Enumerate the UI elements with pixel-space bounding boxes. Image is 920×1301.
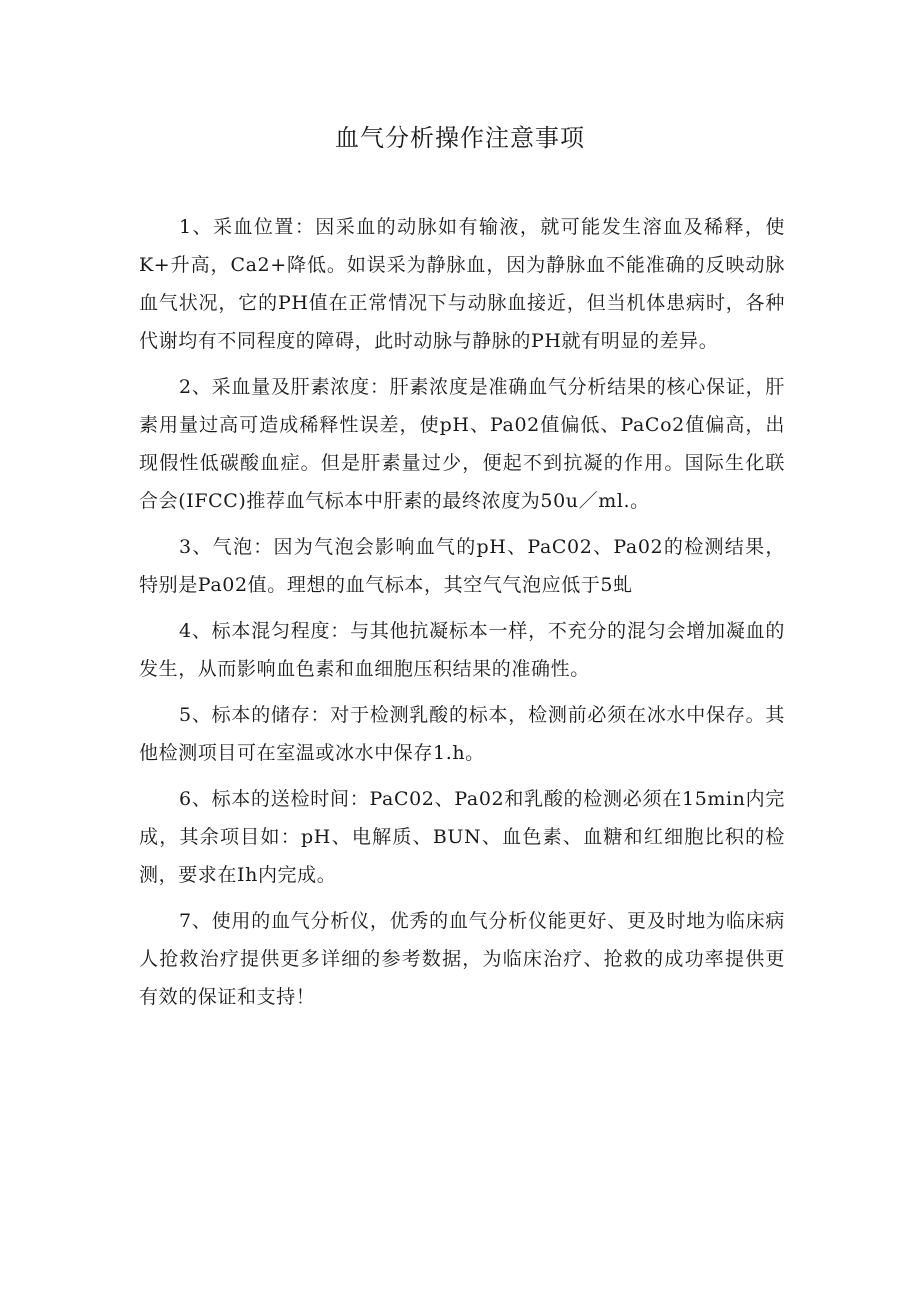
paragraph-1: 1、采血位置：因采血的动脉如有输液，就可能发生溶血及稀释，使K+升高，Ca2+降低。如误采为静脉血，因为静脉血不能准确的反映动脉血气状况，它的PH值在正常情况下与动脉血接近，但当机体患病时，各种代谢均有不同程度的障碍，此时动脉与静脉的PH就有明显的差异。 bbox=[139, 216, 785, 352]
paragraph-6: 6、标本的送检时间：PaC02、Pa02和乳酸的检测必须在15min内完成，其余项目如：pH、电解质、BUN、血色素、血糖和红细胞比积的检测，要求在Ih内完成。 bbox=[139, 788, 785, 886]
paragraph-3: 3、气泡：因为气泡会影响血气的pH、PaC02、Pa02的检测结果，特别是Pa02值。理想的血气标本，其空气气泡应低于5虬 bbox=[139, 536, 785, 596]
document-body bbox=[139, 208, 785, 1024]
paragraph-5: 5、标本的储存：对于检测乳酸的标本，检测前必须在冰水中保存。其他检测项目可在室温或冰水中保存1.h。 bbox=[139, 704, 785, 764]
paragraph-2: 2、采血量及肝素浓度：肝素浓度是准确血气分析结果的核心保证，肝素用量过高可造成稀释性误差，使pH、Pa02值偏低、PaCo2值偏高，出现假性低碳酸血症。但是肝素量过少，便起不到抗凝的作用。国际生化联合会(IFCC)推荐血气标本中肝素的最终浓度为50u／ml.。 bbox=[139, 376, 785, 512]
paragraph-7: 7、使用的血气分析仪，优秀的血气分析仪能更好、更及时地为临床病人抢救治疗提供更多详细的参考数据，为临床治疗、抢救的成功率提供更有效的保证和支持！ bbox=[139, 910, 785, 1008]
paragraph-4: 4、标本混匀程度：与其他抗凝标本一样，不充分的混匀会增加凝血的发生，从而影响血色素和血细胞压积结果的准确性。 bbox=[139, 620, 785, 680]
document-title: 血气分析操作注意事项 bbox=[335, 124, 585, 152]
